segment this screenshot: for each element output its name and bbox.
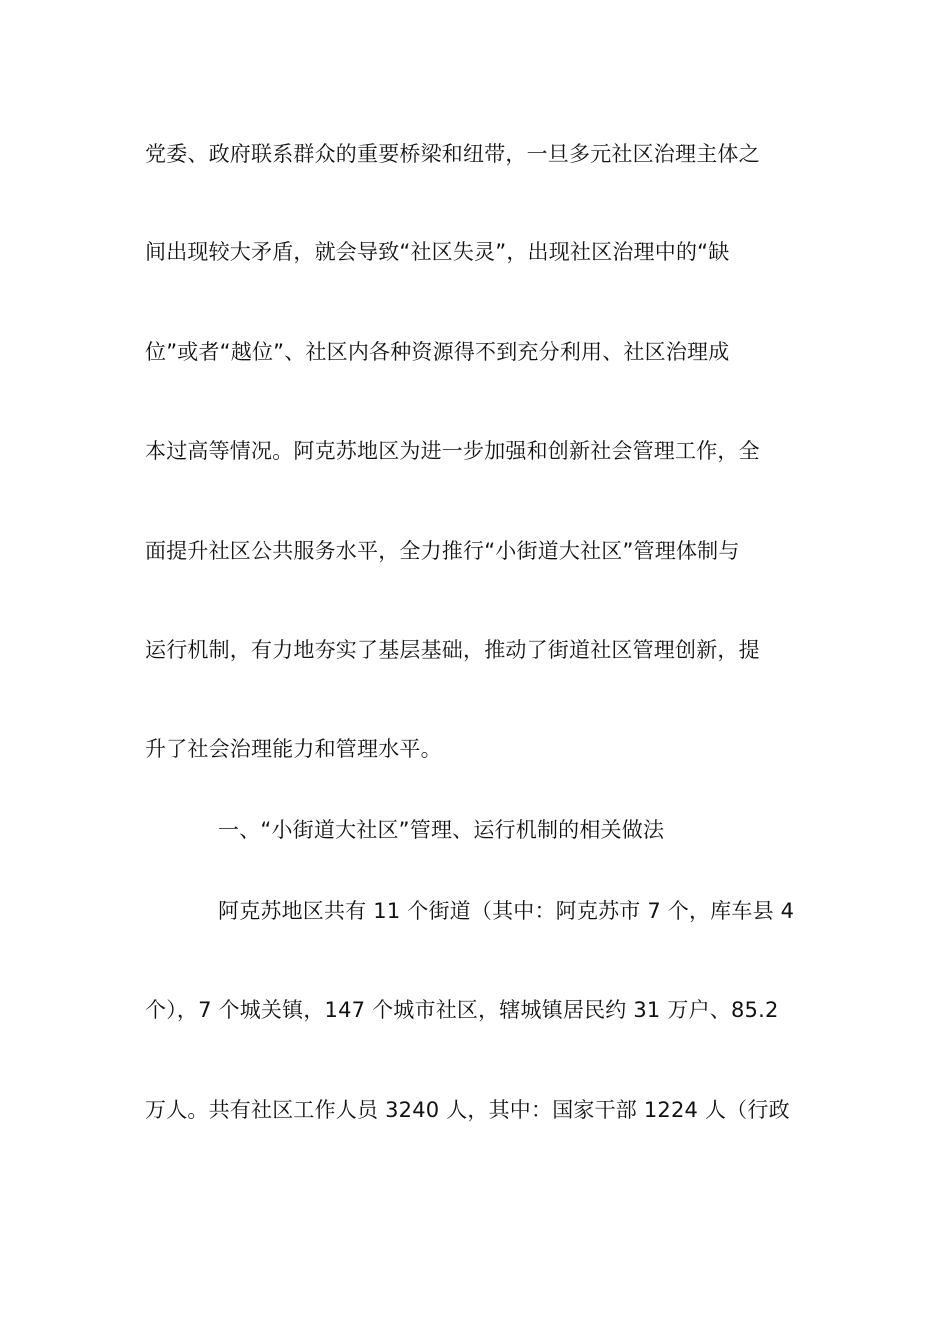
- paragraph-line: 阿克苏地区共有 11 个街道（其中：阿克苏市 7 个，库车县 4: [218, 899, 795, 923]
- paragraph-line: 间出现较大矛盾，就会导致“社区失灵”，出现社区治理中的“缺: [145, 240, 730, 264]
- paragraph-line: 万人。共有社区工作人员 3240 人，其中：国家干部 1224 人（行政: [145, 1098, 790, 1122]
- paragraph-line: 本过高等情况。阿克苏地区为进一步加强和创新社会管理工作，全: [145, 439, 760, 463]
- paragraph-line: 面提升社区公共服务水平，全力推行“小街道大社区”管理体制与: [145, 539, 740, 563]
- paragraph-line: 升了社会治理能力和管理水平。: [145, 737, 442, 761]
- paragraph-line: 位”或者“越位”、社区内各种资源得不到充分利用、社区治理成: [145, 340, 730, 364]
- paragraph-line: 个），7 个城关镇，147 个城市社区，辖城镇居民约 31 万户、85.2: [145, 998, 779, 1022]
- section-heading: 一、“小街道大社区”管理、运行机制的相关做法: [218, 818, 665, 842]
- paragraph-line: 党委、政府联系群众的重要桥梁和纽带，一旦多元社区治理主体之: [145, 142, 760, 166]
- paragraph-line: 运行机制，有力地夯实了基层基础，推动了街道社区管理创新，提: [145, 638, 760, 662]
